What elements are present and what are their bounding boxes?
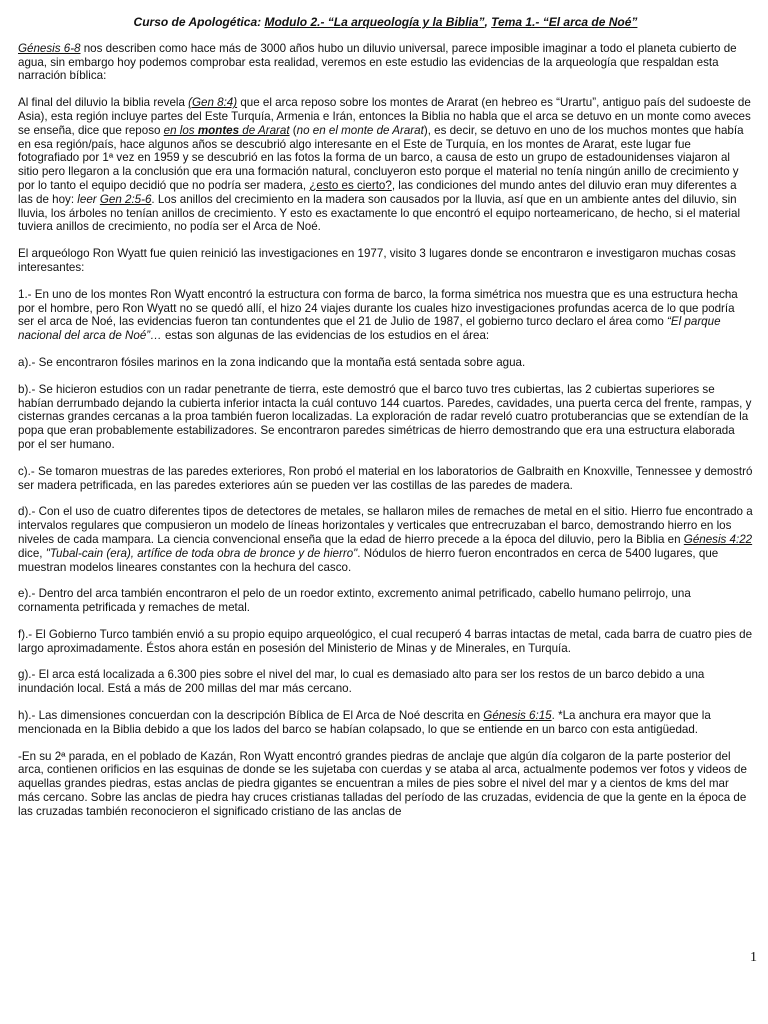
- paragraph-point-a: a).- Se encontraron fósiles marinos en la zona indicando que la montaña está sentada sobre agua.: [18, 355, 526, 369]
- emphasis-text: no en el monte de Ararat: [296, 123, 424, 137]
- paragraph-intro: [18, 42, 753, 83]
- paragraph-text: d).- Con el uso de cuatro diferentes tipos de detectores de metales, se hallaron miles de remaches de metal en el sitio. Hierro fue encontrado a intervalos regulares que compusieron un modelo de líneas horizontales y verticales que entrecruzaban el barco, demostrando hierro en los niveles de cada mampara. La ciencia convencional enseña que la edad de hierro precede a la época del diluvio, pero la Biblia en: [18, 505, 753, 546]
- emphasis-part: de Ararat: [239, 123, 290, 137]
- paragraph-point-c: c).- Se tomaron muestras de las paredes exteriores, Ron probó el material en los laboratorios de Galbraith en Knoxville, Tennessee y demostró ser madera petrificada, en las paredes exteriores aún se pueden ver las costillas de las paredes de madera.: [18, 464, 753, 492]
- bible-reference-link[interactable]: Génesis 6-8: [18, 41, 81, 55]
- paragraph-point-g: g).- El arca está localizada a 6.300 pies sobre el nivel del mar, lo cual es demasiado alto para ser los restos de un barco debido a una inundación local. Está a más de 200 millas del mar más cercano.: [18, 668, 705, 696]
- paragraph-text: ), es decir, se detuvo en uno de los muchos montes que había en esa región/país, hace algunos años se descubrió algo interesante en el Este de Turquía, en los montes de Ararat, este lugar fue fotografiado por 1ª vez en 1959 y se descubrió en las fotos la forma de un barco, a causa de esto un grupo de estadounidenses viajaron al sitio pero llegaron a la conclusión que era una formación natural, concluyeron esto porque el material no tenía ningún anillo de crecimiento y por lo tanto el equipo decidió que no podría ser madera,: [18, 123, 744, 192]
- paragraph-text: , las condiciones del mundo antes del diluvio eran muy diferentes a las de hoy:: [18, 178, 737, 206]
- paragraph-text: nos describen como hace más de 3000 años hubo un diluvio universal, parece imposible imaginar a todo el planeta cubierto de agua, sin embargo hoy podemos comprobar esta realidad, veremos en este estudio las evidencias de la arqueología que respaldan esta narración bíblica:: [18, 41, 737, 83]
- emphasis-text: "Tubal-cain (era), artífice de toda obra de bronce y de hierro": [45, 546, 358, 560]
- paragraph-text: 1.- En uno de los montes Ron Wyatt encontró la estructura con forma de barco, la forma simétrica nos muestra que es una estructura hecha por el hombre, pero Ron Wyatt no se quedó allí, el hizo 24 viajes durante los cuales hizo investigaciones profundas acerca de lo que podría ser el arca de Noé, las evidencias fueron tan contundentes que el 21 de Julio de 1987, el gobierno turco declaro el área como: [18, 287, 738, 329]
- paragraph-point-b: b).- Se hicieron estudios con un radar penetrante de tierra, este demostró que el barco tuvo tres cubiertas, las 2 cubiertas superiores se habían derrumbado dejando la cubierta inferior intacta la cuál contuvo 144 cuartos. Paredes, cavidades, una puerta cerca del frente, rampas, y cisternas grandes cercanas a la proa también fueron localizadas. La exploración de radar reveló cuatro protuberancias que se extendían de la popa que eran probablemente estabilizadores. Se encontraron paredes simétricas de hierro demostrando que era una estructura elaborada por el ser humano.: [18, 382, 752, 451]
- page-number: 1: [750, 950, 757, 965]
- emphasis-text: leer: [77, 192, 100, 206]
- paragraph-ararat: [18, 96, 753, 234]
- paragraph-text: estas son algunas de las evidencias de los estudios en el área:: [161, 329, 490, 343]
- paragraph-text: . Nódulos de hierro fueron encontrados en cerca de 5400 lugares, que muestran modelos lineares constantes con la hechura del casco.: [18, 546, 719, 574]
- emphasis-text: “El parque nacional del arca de Noé”…: [18, 315, 721, 343]
- title-prefix: Curso de Apologética:: [133, 15, 265, 29]
- paragraph-text: Al final del diluvio la biblia revela: [18, 96, 189, 110]
- paragraph-point-e: e).- Dentro del arca también encontraron el pelo de un roedor extinto, excremento animal petrificado, cabello humano pelirrojo, una cornamenta petrificada y remaches de metal.: [18, 587, 691, 615]
- paragraph-kazan: -En su 2ª parada, en el poblado de Kazán, Ron Wyatt encontró grandes piedras de anclaje que algún día colgaron de la parte posterior del arca, contienen orificios en las esquinas de donde se les sujetaba con cuerdas y se ataba al arca, actualmente podemos ver fotos y videos de aquellas grandes piedras, estas anclas de piedra gigantes se encuentran a miles de pies sobre el nivel del mar y a cientos de kms del mar más cercano. Sobre las anclas de piedra hay cruces cristianas talladas del período de las cruzadas, evidencia de que la gente en la época de las cruzadas también reconocieron el significado cristiano de las anclas de: [18, 749, 747, 818]
- paragraph-text: que el arca reposo sobre los montes de Ararat (en hebreo es “Urartu”, antiguo país del sudoeste de Asia), esta región incluye partes del Este Turquía, Armenia e Irán, entonces la Biblia no habla que el arca se detuvo en un monte como aveces se enseña, dice que reposo: [18, 96, 751, 137]
- emphasis-part: en los: [163, 123, 198, 137]
- document-page: [18, 16, 753, 832]
- bible-reference-link[interactable]: (Gen 8:4): [188, 96, 238, 110]
- title-separator: ,: [484, 15, 492, 29]
- question-text: ¿esto es cierto?: [309, 178, 392, 192]
- paragraph-text: . Los anillos del crecimiento en la madera son causados por la lluvia, así que en un ambiente antes del diluvio, sin lluvia, los árboles no tenían anillos de crecimiento. Y esto es exactamente lo que encontró el equipo norteamericano, de hecho, si el material tuviera anillos de crecimiento, no podía ser el Arca de Noé.: [18, 192, 741, 234]
- paragraph-point-d: [18, 505, 753, 574]
- document-title: [18, 16, 753, 30]
- emphasis-text: [164, 124, 290, 137]
- bible-reference-link[interactable]: Génesis 6:15: [483, 709, 552, 723]
- paragraph-text: . *La anchura era mayor que la mencionada en la Biblia debido a que los lados del barco se habían colapsado, lo que se entiende en un barco con esta antigüedad.: [18, 709, 711, 736]
- paragraph-point-1: [18, 288, 753, 343]
- title-tema: Tema 1.- “El arca de Noé”: [491, 15, 638, 29]
- paragraph-text: (: [289, 123, 297, 137]
- bible-reference-link[interactable]: Gen 2:5-6: [99, 192, 152, 206]
- paragraph-text: h).- Las dimensiones concuerdan con la descripción Bíblica de El Arca de Noé descrita en: [18, 709, 484, 723]
- paragraph-point-f: f).- El Gobierno Turco también envió a su propio equipo arqueológico, el cual recuperó 4 barras intactas de metal, cada barra de cuatro pies de largo aproximadamente. Éstos ahora están en posesión del Ministerio de Minas y de Minerales, en Turquía.: [18, 627, 753, 655]
- paragraph-ron-wyatt: El arqueólogo Ron Wyatt fue quien reinició las investigaciones en 1977, visito 3 lugares donde se encontraron e investigaron muchas cosas interesantes:: [18, 247, 736, 274]
- paragraph-text: dice,: [18, 546, 46, 560]
- emphasis-bold: montes: [197, 123, 240, 137]
- paragraph-point-h: [18, 709, 753, 737]
- title-modulo: Modulo 2.- “La arqueología y la Biblia”: [264, 15, 485, 29]
- bible-reference-link[interactable]: Génesis 4:22: [683, 532, 753, 546]
